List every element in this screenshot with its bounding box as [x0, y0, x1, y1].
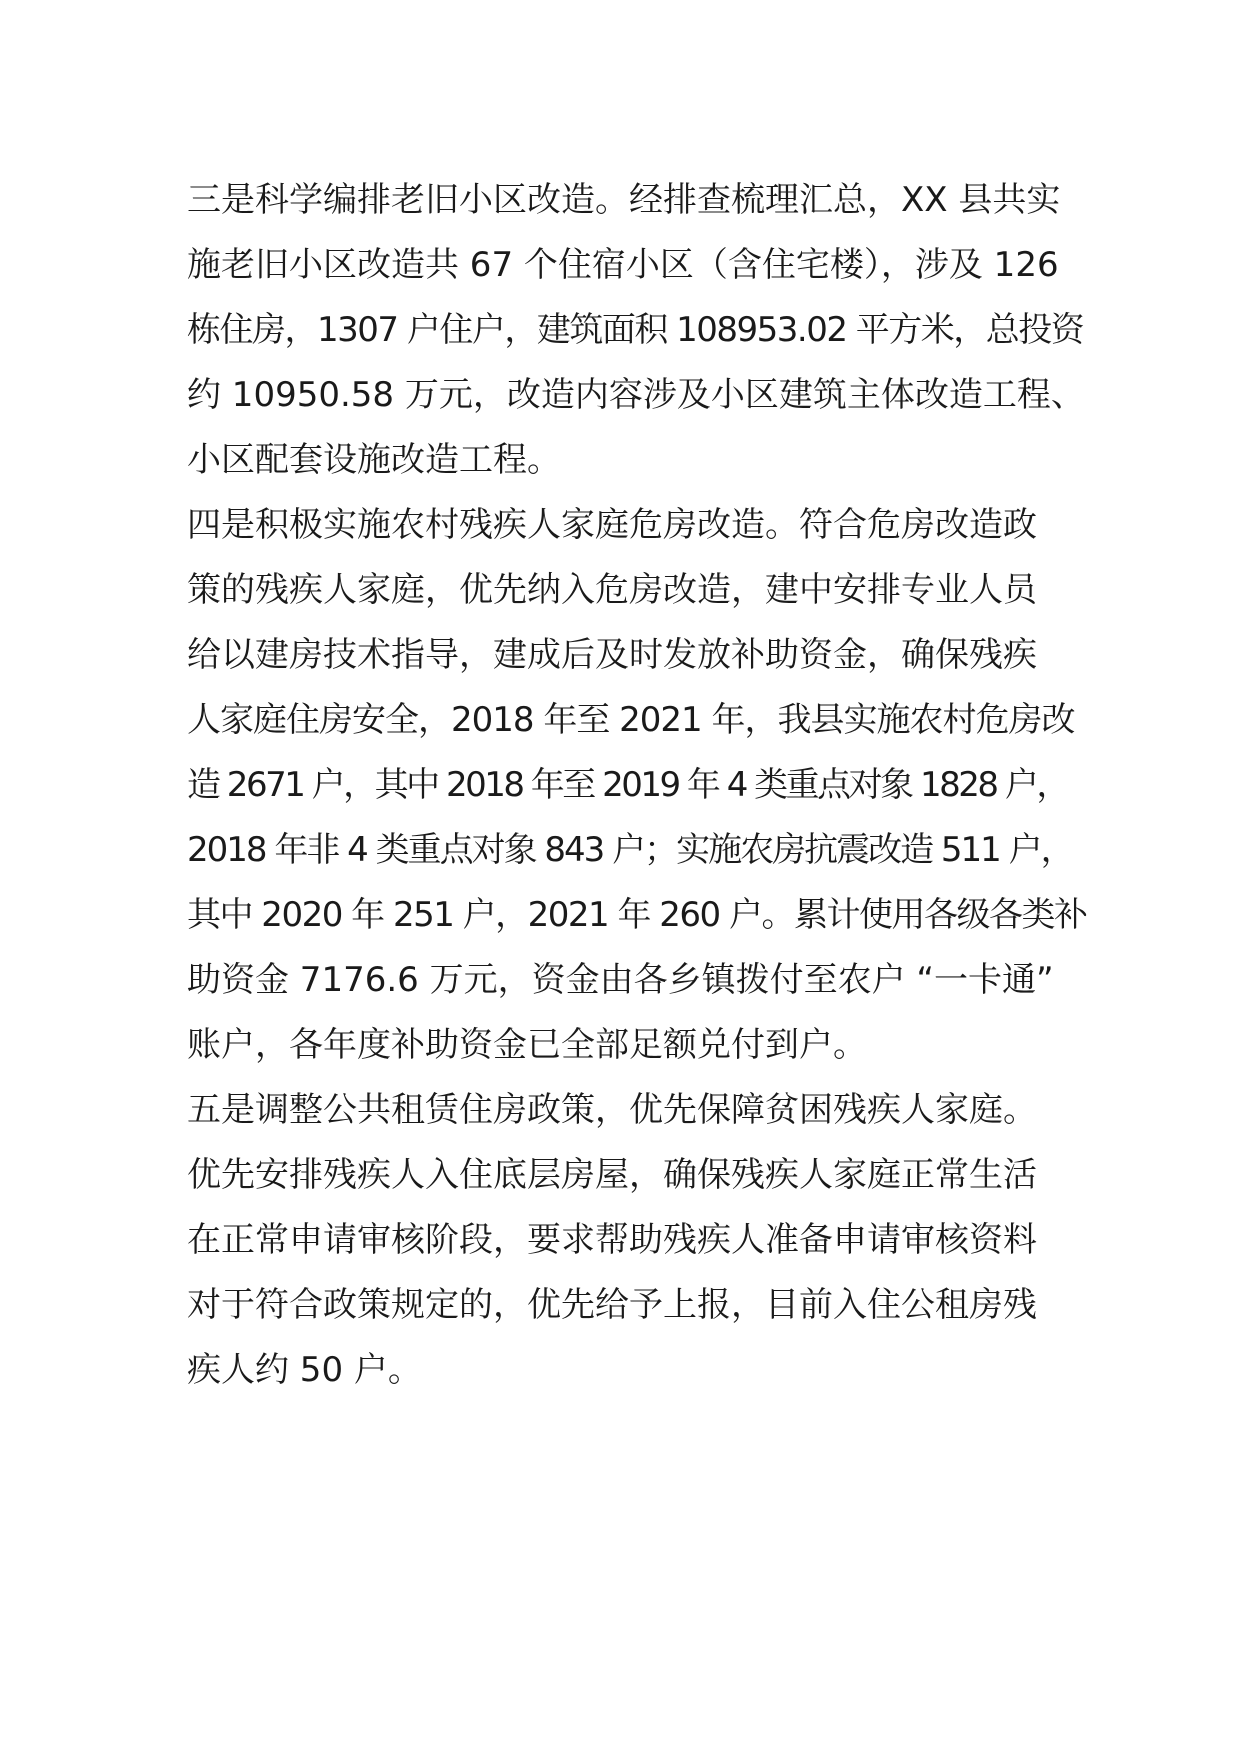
- text-line: 约 10950.58 万元，改造内容涉及小区建筑主体改造工程、: [187, 375, 1085, 415]
- text-line: 2018 年非 4 类重点对象 843 户；实施农房抗震改造 511 户，: [187, 830, 1073, 870]
- text-line: 对于符合政策规定的，优先给予上报，目前入住公租房残: [187, 1285, 1037, 1325]
- text-line: 账户，各年度补助资金已全部足额兑付到户。: [187, 1025, 867, 1065]
- text-line: 策的残疾人家庭，优先纳入危房改造，建中安排专业人员: [187, 570, 1037, 610]
- text-line: 栋住房，1307 户住户，建筑面积 108953.02 平方米，总投资: [187, 310, 1084, 350]
- paragraph-rural-dilapidated-housing: [187, 493, 1087, 1078]
- text-line: 小区配套设施改造工程。: [187, 440, 561, 480]
- text-line: 人家庭住房安全，2018 年至 2021 年，我县实施农村危房改: [187, 700, 1075, 740]
- text-line: 在正常申请审核阶段，要求帮助残疾人准备申请审核资料: [187, 1220, 1037, 1260]
- text-line: 五是调整公共租赁住房政策，优先保障贫困残疾人家庭。: [187, 1090, 1037, 1130]
- text-line: 其中 2020 年 251 户，2021 年 260 户。累计使用各级各类补: [187, 895, 1087, 935]
- text-line: 助资金 7176.6 万元，资金由各乡镇拨付至农户 “一卡通”: [187, 960, 1054, 1000]
- text-line: 施老旧小区改造共 67 个住宿小区（含住宅楼），涉及 126: [187, 245, 1059, 285]
- text-line: 造 2671 户，其中 2018 年至 2019 年 4 类重点对象 1828 户，: [187, 765, 1068, 805]
- text-line: 四是积极实施农村残疾人家庭危房改造。符合危房改造政: [187, 505, 1037, 545]
- text-line: 疾人约 50 户。: [187, 1350, 422, 1390]
- text-line: 三是科学编排老旧小区改造。经排查梳理汇总，XX 县共实: [187, 180, 1061, 220]
- document-body: [187, 168, 1087, 1403]
- paragraph-old-community-renovation: [187, 168, 1087, 493]
- paragraph-public-rental-housing: [187, 1078, 1087, 1403]
- text-line: 给以建房技术指导，建成后及时发放补助资金，确保残疾: [187, 635, 1037, 675]
- text-line: 优先安排残疾人入住底层房屋，确保残疾人家庭正常生活: [187, 1155, 1037, 1195]
